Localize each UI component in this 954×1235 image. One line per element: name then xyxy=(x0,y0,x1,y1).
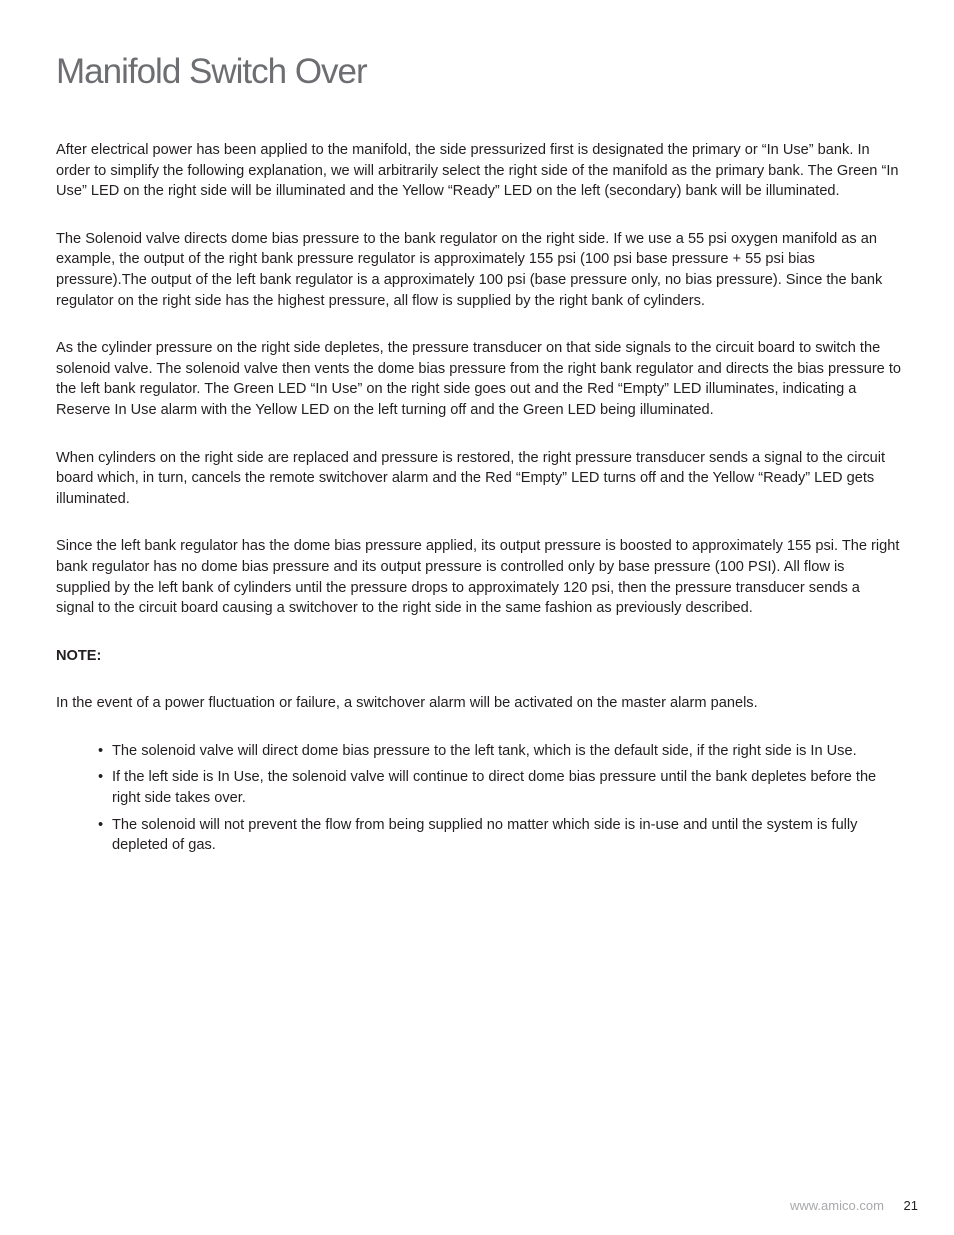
list-item xyxy=(98,815,902,856)
paragraph-2: The Solenoid valve directs dome bias pressure to the bank regulator on the right side. If we use a 55 psi oxygen manifold as an example, the output of the right bank pressure regulator is approximately 155 psi (100 psi base pressure + 55 psi bias pressure).The output of the left bank regulator is a approximately 100 psi (base pressure only, no bias pressure). Since the bank regulator on the right side has the highest pressure, all flow is supplied by the right bank of cylinders. xyxy=(56,230,883,309)
list-item xyxy=(98,767,902,808)
page-number: 21 xyxy=(903,1198,918,1213)
bullet-icon: • xyxy=(98,742,104,759)
paragraph-5: Since the left bank regulator has the dome bias pressure applied, its output pressure is boosted to approximately 155 psi. The right bank regulator has no dome bias pressure and its output pressure is controlled only by base pressure (100 PSI). All flow is supplied by the left bank of cylinders until the pressure drops to approximately 120 psi, then the pressure transducer sends a signal to the circuit board causing a switchover to the right side in the same fashion as previously described. xyxy=(56,538,900,617)
paragraph-1: After electrical power has been applied to the manifold, the side pressurized first is designated the primary or “In Use” bank. In order to simplify the following explanation, we will arbitrarily select the right side of the manifold as the primary bank. The Green “In Use” LED on the right side will be illuminated and the Yellow “Ready” LED on the left (secondary) bank will be illuminated. xyxy=(56,142,899,200)
document-body xyxy=(56,140,902,862)
list-item-text: The solenoid valve will direct dome bias pressure to the left tank, which is the default side, if the right side is In Use. xyxy=(112,742,857,759)
bullet-icon: • xyxy=(98,816,104,833)
footer-url: www.amico.com xyxy=(789,1198,884,1213)
list-item xyxy=(98,741,902,762)
list-item-text: The solenoid will not prevent the flow from being supplied no matter which side is in-use and until the system is fully depleted of gas. xyxy=(112,816,858,854)
bullet-list xyxy=(56,741,902,856)
bullet-icon: • xyxy=(98,769,104,786)
page-footer xyxy=(790,1197,918,1215)
note-text: In the event of a power fluctuation or failure, a switchover alarm will be activated on the master alarm panels. xyxy=(56,695,758,712)
list-item-text: If the left side is In Use, the solenoid valve will continue to direct dome bias pressure until the bank depletes before the right side takes over. xyxy=(112,769,877,807)
note-label: NOTE: xyxy=(56,647,102,664)
paragraph-3: As the cylinder pressure on the right side depletes, the pressure transducer on that side signals to the circuit board to switch the solenoid valve. The solenoid valve then vents the dome bias pressure from the right bank regulator and directs the bias pressure to the left bank regulator. The Green LED “In Use” on the right side goes out and the Red “Empty” LED illuminates, indicating a Reserve In Use alarm with the Yellow LED on the left turning off and the Green LED being illuminated. xyxy=(56,340,902,418)
page-title: Manifold Switch Over xyxy=(56,52,367,91)
paragraph-4: When cylinders on the right side are replaced and pressure is restored, the right pressure transducer sends a signal to the circuit board which, in turn, cancels the remote switchover alarm and the Red “Empty” LED turns off and the Yellow “Ready” LED gets illuminated. xyxy=(56,449,886,507)
